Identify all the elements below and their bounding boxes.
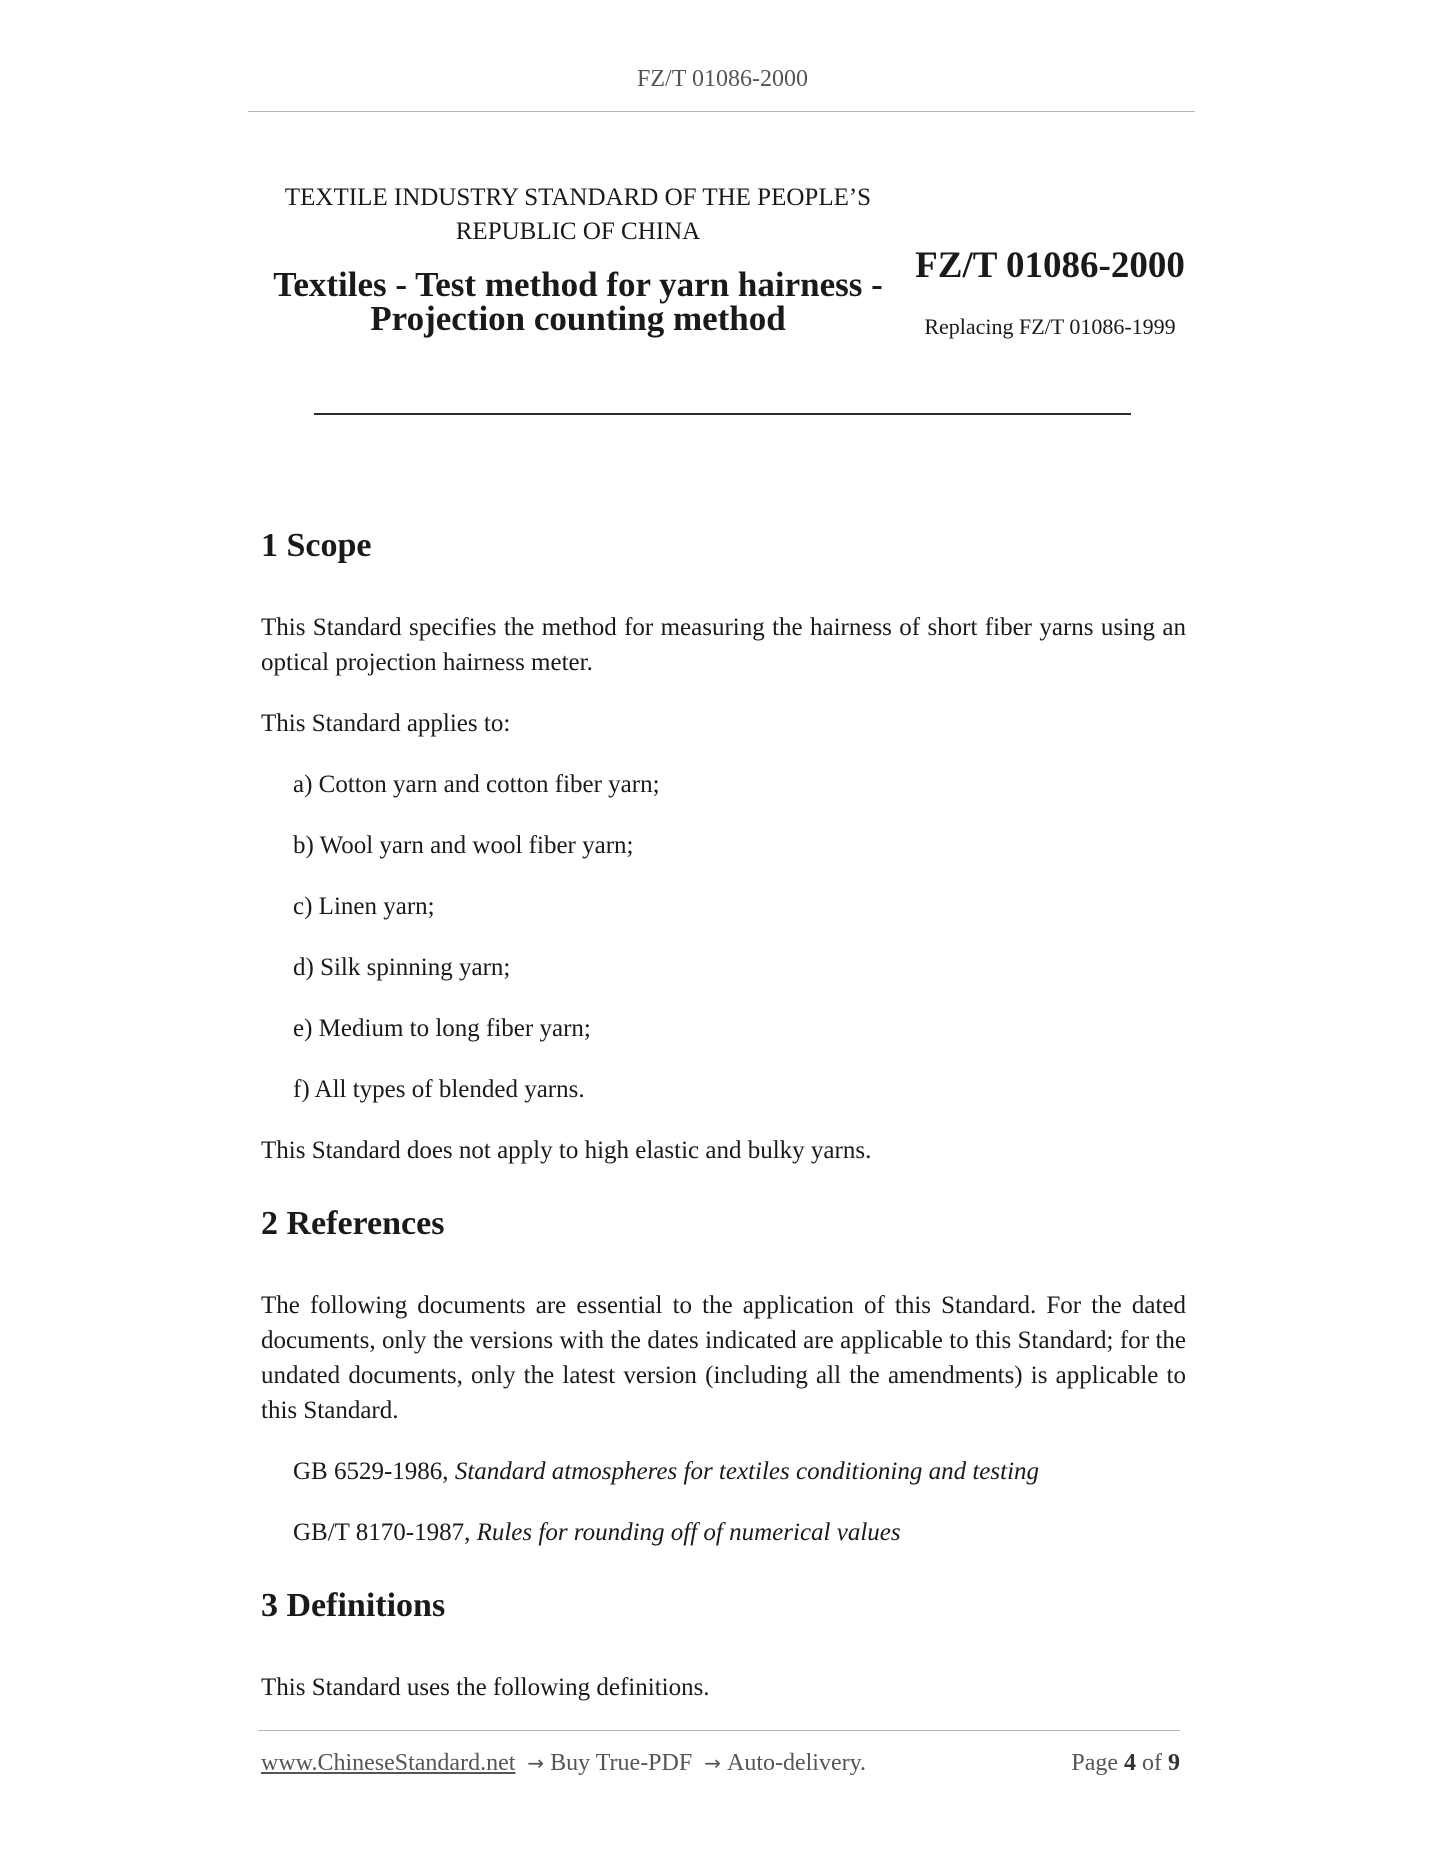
arrow-right-icon: → <box>704 1751 721 1775</box>
scope-paragraph-3: This Standard does not apply to high elastic and bulky yarns. <box>261 1137 872 1164</box>
scope-paragraph-1: This Standard specifies the method for measuring the hairness of short fiber yarns using an optical projection hairness meter. <box>261 614 1186 676</box>
scope-list-item: d) Silk spinning yarn; <box>293 954 511 981</box>
page-total: 9 <box>1168 1750 1180 1776</box>
auto-delivery-text: Auto-delivery. <box>726 1750 867 1776</box>
buy-pdf-text: Buy True-PDF <box>550 1750 693 1776</box>
page-indicator <box>1020 1750 1180 1777</box>
scope-list-item: e) Medium to long fiber yarn; <box>293 1015 591 1042</box>
section-heading-definitions: 3 Definitions <box>261 1587 446 1624</box>
page-label: Page <box>1071 1750 1118 1776</box>
definitions-paragraph-1: This Standard uses the following definitions. <box>261 1674 710 1701</box>
reference-item <box>261 1454 1186 1489</box>
replacing-note: Replacing FZ/T 01086-1999 <box>924 314 1176 339</box>
reference-code: GB 6529-1986, <box>293 1458 455 1485</box>
reference-title: Standard atmospheres for textiles conditioning and testing <box>454 1458 1040 1485</box>
scope-list-item: f) All types of blended yarns. <box>293 1076 585 1103</box>
document-title <box>248 265 908 338</box>
standard-number: FZ/T 01086-2000 <box>915 245 1185 286</box>
footer-divider <box>258 1730 1180 1731</box>
section-heading-scope: 1 Scope <box>261 527 372 564</box>
scope-list-item: b) Wool yarn and wool fiber yarn; <box>293 832 634 859</box>
issuer-line-1: TEXTILE INDUSTRY STANDARD OF THE PEOPLE’S <box>284 184 872 211</box>
arrow-right-icon: → <box>527 1751 545 1775</box>
page-current: 4 <box>1124 1750 1136 1776</box>
reference-item <box>261 1515 1186 1550</box>
scope-list-item: a) Cotton yarn and cotton fiber yarn; <box>293 771 660 798</box>
references-paragraph-1: The following documents are essential to the application of this Standard. For the dated documents, only the versions with the dates indicated are applicable to this Standard; for the undated documents, only the latest version (including all the amendments) is applicable to this Standard. <box>261 1292 1186 1424</box>
of-label: of <box>1142 1750 1162 1776</box>
footer-promo <box>261 1750 866 1777</box>
document-title-line-1: Textiles - Test method for yarn hairness - <box>273 265 883 304</box>
website-link[interactable]: www.ChineseStandard.net <box>261 1750 516 1776</box>
document-body <box>261 516 1186 1705</box>
reference-code: GB/T 8170-1987, <box>293 1519 477 1546</box>
scope-paragraph-2: This Standard applies to: <box>261 710 511 737</box>
header-divider <box>248 111 1195 112</box>
section-heading-references: 2 References <box>261 1205 445 1242</box>
scope-list-item: c) Linen yarn; <box>293 893 435 920</box>
document-title-line-2: Projection counting method <box>370 299 786 338</box>
issuer-name <box>248 181 908 249</box>
reference-title: Rules for rounding off of numerical values <box>476 1519 901 1546</box>
title-divider <box>314 413 1131 415</box>
running-header: FZ/T 01086-2000 <box>637 66 808 92</box>
issuer-line-2: REPUBLIC OF CHINA <box>455 218 701 245</box>
